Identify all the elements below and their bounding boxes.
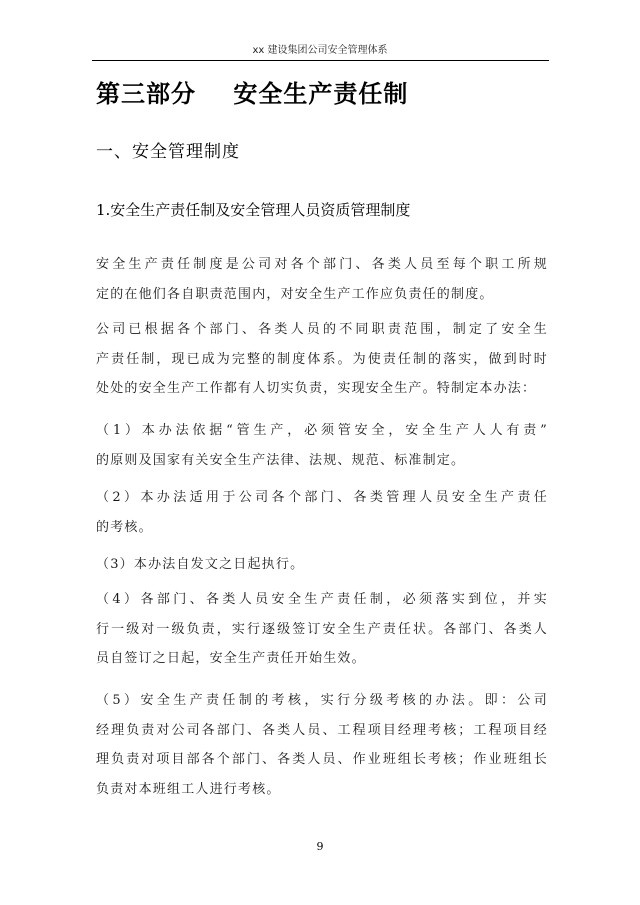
text-line: 定的在他们各自职责范围内，对安全生产工作应负责任的制度。 — [96, 286, 494, 302]
part-title: 第三部分 安全生产责任制 — [96, 79, 409, 108]
text-line: 的考核。 — [96, 519, 153, 535]
text-line: 处处的安全生产工作都有人切实负责，实现安全生产。特制定本办法： — [96, 381, 537, 397]
text-line: 产责任制，现已成为完整的制度体系。为使责任制的落实，做到时时 — [96, 351, 548, 367]
paragraph-1 — [96, 250, 548, 309]
running-header: xx 建设集团公司安全管理体系 — [252, 45, 388, 56]
text-line: （1）本办法依据“管生产，必须管安全，安全生产人人有责” — [96, 423, 548, 438]
header-rule — [92, 60, 549, 61]
text-line: 行一级对一级负责，实行逐级签订安全生产责任状。各部门、各类人 — [96, 621, 548, 637]
text-line: 安全生产责任制度是公司对各个部门、各类人员至每个职工所规 — [96, 257, 548, 272]
text-line: 的原则及国家有关安全生产法律、法规、规范、标准制定。 — [96, 452, 466, 468]
subsection-heading: 1.安全生产责任制及安全管理人员资质管理制度 — [96, 201, 411, 219]
text-line: （4）各部门、各类人员安全生产责任制，必须落实到位，并实 — [96, 592, 548, 607]
text-line: 负责对本班组工人进行考核。 — [96, 781, 281, 797]
text-line: 理负责对项目部各个部门、各类人员、作业班组长考核；作业班组长 — [96, 752, 548, 768]
page-number: 9 — [316, 840, 324, 853]
paragraph-3 — [96, 416, 548, 475]
text-line: 经理负责对公司各部门、各类人员、工程项目经理考核；工程项目经 — [96, 722, 548, 738]
paragraph-2 — [96, 315, 548, 404]
section-heading: 一、安全管理制度 — [96, 142, 240, 162]
paragraph-4 — [96, 483, 548, 542]
text-line: （3）本办法自发文之日起执行。 — [96, 557, 305, 572]
paragraph-5 — [96, 550, 548, 580]
text-line: （5）安全生产责任制的考核，实行分级考核的办法。即：公司 — [96, 693, 548, 708]
text-line: 公司已根据各个部门、各类人员的不同职责范围，制定了安全生 — [96, 322, 548, 337]
text-line: 员自签订之日起，安全生产责任开始生效。 — [96, 651, 366, 667]
paragraph-7 — [96, 686, 548, 804]
text-line: （2）本办法适用于公司各个部门、各类管理人员安全生产责任 — [96, 490, 548, 505]
paragraph-6 — [96, 585, 548, 674]
